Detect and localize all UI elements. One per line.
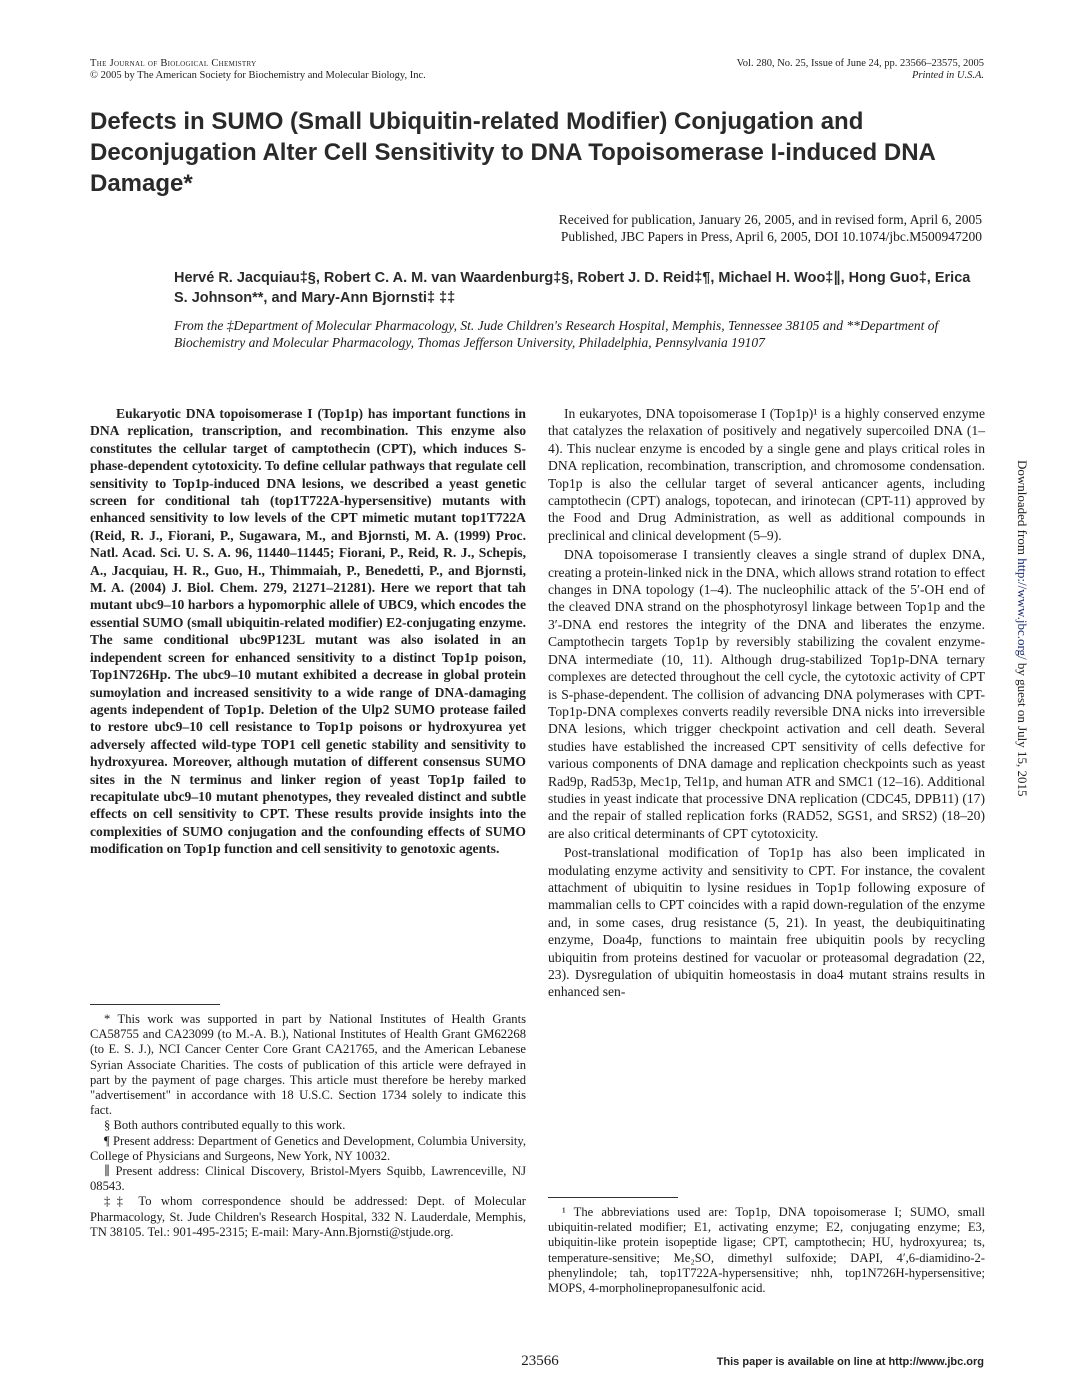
availability-note: This paper is available on line at http://www.jbc.org bbox=[716, 1356, 984, 1368]
footnote-divider bbox=[548, 1197, 678, 1198]
received-dates bbox=[282, 211, 982, 245]
author-list: Hervé R. Jacquiau‡§, Robert C. A. M. van Waardenburg‡§, Robert J. D. Reid‡¶, Michael H. Woo‡∥, Hong Guo‡, Erica S. Johnson**, and Mary-Ann Bjornsti‡ ‡‡ bbox=[174, 270, 971, 306]
paragraph: DNA topoisomerase I transiently cleaves a single strand of duplex DNA, creating a protein-linked nick in the DNA, which allows strand rotation to effect changes in DNA topology (1–4). The nucleophilic attack of the 5′-OH end of the cleaved DNA strand on the phosphotyrosyl linkage between Top1p and the 3′-DNA end restores the integrity of the DNA and liberates the enzyme. Camptothecin targets Top1p by reversibly stabilizing the covalent enzyme-DNA intermediate (10, 11). Although drug-stabilized Top1p-DNA ternary complexes are detected throughout the cell cycle, the cytotoxic activity of CPT is S-phase-dependent. The collision of advancing DNA polymerases with CPT-Top1p-DNA complexes converts readily reversible DNA nicks into irreversible DNA lesions, which trigger checkpoint activation and cell death. Several studies have established the increased CPT sensitivity of cells defective for various components of DNA damage and replication checkpoints such as yeast Rad9p, Rad53p, Mec1p, Tel1p, and human ATR and SMC1 (12–16). Additional studies in yeast indicate that processive DNA replication (CDC45, DPB11) (17) and the repair of stalled replication forks (RAD52, SGS1, and SRS2) (18–20) are also critical determinants of CPT cytotoxicity. bbox=[548, 547, 985, 841]
running-header-left bbox=[90, 58, 426, 82]
abbreviations-footnote: ¹ The abbreviations used are: Top1p, DNA topoisomerase I; SUMO, small ubiquitin-related modifier; E1, activating enzyme; E2, conjugating enzyme; E3, ubiquitin-like protein isopeptide ligase; CPT, camptothecin; HU, hydroxyurea; ts, temperature-sensitive; Me₂SO, dimethyl sulfoxide; DAPI, 4′,6-diamidino-2-phenylindole; tah, top1T722A-hypersensitive; nhh, top1N726H-hypersensitive; MOPS, 4-morpholinepropanesulfonic acid. bbox=[548, 1205, 985, 1296]
body-text-right bbox=[548, 405, 985, 1003]
volume-info: Vol. 280, No. 25, Issue of June 24, pp. 23566–23575, 2005 bbox=[736, 58, 984, 69]
printed-in: Printed in U.S.A. bbox=[911, 70, 984, 81]
correspondence-footnote: ‡‡ To whom correspondence should be addressed: Dept. of Molecular Pharmacology, St. Jude Children's Research Hospital, 332 N. Lauderdale, Memphis, TN 38105. Tel.: 901-495-2315; E-mail: Mary-Ann.Bjornsti@stjude.org. bbox=[90, 1194, 526, 1239]
footnotes-left bbox=[90, 1012, 526, 1240]
received-line: Received for publication, January 26, 2005, and in revised form, April 6, 2005 bbox=[558, 212, 982, 227]
footnote-divider bbox=[90, 1004, 220, 1005]
download-suffix: by guest on July 15, 2015 bbox=[1015, 662, 1030, 797]
download-prefix: Downloaded from bbox=[1015, 460, 1030, 555]
journal-name: The Journal of Biological Chemistry bbox=[90, 58, 257, 69]
article-title: Defects in SUMO (Small Ubiquitin-related Modifier) Conjugation and Deconjugation Alter Cell Sensitivity to DNA Topoisomerase I-induced DNA Damage* bbox=[90, 108, 935, 197]
equal-contribution-footnote: § Both authors contributed equally to this work. bbox=[104, 1118, 346, 1133]
funding-footnote: * This work was supported in part by National Institutes of Health Grants CA58755 and CA23099 (to M.-A. B.), National Institutes of Health Grant GM62268 (to E. S. J.), NCI Cancer Center Core Grant CA21765, and the American Lebanese Syrian Associate Charities. The costs of publication of this article were defrayed in part by the payment of page charges. This article must therefore be hereby marked "advertisement" in accordance with 18 U.S.C. Section 1734 solely to indicate this fact. bbox=[90, 1012, 526, 1118]
page-number: 23566 bbox=[521, 1353, 559, 1369]
published-line: Published, JBC Papers in Press, April 6, 2005, DOI 10.1074/jbc.M500947200 bbox=[560, 229, 982, 244]
paragraph: Post-translational modification of Top1p has also been implicated in modulating enzyme activity and sensitivity to CPT. For instance, the covalent attachment of ubiquitin to lysine residues in Top1p following exposure of mammalian cells to CPT coincides with a rapid down-regulation of the enzyme and, in some cases, drug resistance (5, 21). In yeast, the deubiquitinating enzyme, Doa4p, functions to maintain free ubiquitin pools by recycling ubiquitin from proteins destined for vacuolar or proteasomal degradation (22, 23). Dysregulation of ubiquitin homeostasis in doa4 mutant strains results in enhanced sen- bbox=[548, 845, 985, 1000]
present-address-footnote: ∥ Present address: Clinical Discovery, Bristol-Myers Squibb, Lawrenceville, NJ 08543. bbox=[90, 1164, 526, 1194]
affiliations: From the ‡Department of Molecular Pharmacology, St. Jude Children's Research Hospital, Memphis, Tennessee 38105 and **Department of Biochemistry and Molecular Pharmacology, Thomas Jefferson University, Philadelphia, Pennsylvania 19107 bbox=[174, 318, 939, 350]
download-watermark bbox=[1014, 460, 1030, 1280]
jbc-link[interactable]: http://www.jbc.org/ bbox=[1015, 558, 1030, 660]
running-header-right bbox=[564, 58, 984, 82]
copyright-line: © 2005 by The American Society for Biochemistry and Molecular Biology, Inc. bbox=[90, 70, 426, 81]
present-address-footnote: ¶ Present address: Department of Genetics and Development, Columbia University, College of Physicians and Surgeons, New York, NY 10032. bbox=[90, 1133, 526, 1163]
abstract: Eukaryotic DNA topoisomerase I (Top1p) has important functions in DNA replication, transcription, and recombination. This enzyme also constitutes the cellular target of camptothecin (CPT), which induces S-phase-dependent cytotoxicity. To define cellular pathways that regulate cell sensitivity to Top1p-induced DNA lesions, we described a yeast genetic screen for conditional tah (top1T722A-hypersensitive) mutants with enhanced sensitivity to low levels of the CPT mimetic mutant top1T722A (Reid, R. J., Fiorani, P., Sugawara, M., and Bjornsti, M. A. (1999) Proc. Natl. Acad. Sci. U. S. A. 96, 11440–11445; Fiorani, P., Reid, R. J., Schepis, A., Jacquiau, H. R., Guo, H., Thimmaiah, P., Benedetti, P., and Bjornsti, M. A. (2004) J. Biol. Chem. 279, 21271–21281). Here we report that tah mutant ubc9–10 harbors a hypomorphic allele of UBC9, which encodes the essential SUMO (small ubiquitin-related modifier) E2-conjugating enzyme. The same conditional ubc9P123L mutant was also isolated in an independent screen for enhanced sensitivity to a distinct Top1p poison, Top1N726Hp. The ubc9–10 mutant exhibited a decrease in global protein sumoylation and increased sensitivity to a wide range of DNA-damaging agents independent of Top1p. Deletion of the Ulp2 SUMO protease failed to restore ubc9–10 cell resistance to Top1p poisons or hydroxyurea yet adversely affected wild-type TOP1 cell genetic stability and sensitivity to hydroxyurea. Moreover, although mutation of different consensus SUMO sites in the N terminus and linker region of yeast Top1p failed to recapitulate ubc9–10 mutant phenotypes, they revealed distinct and subtle effects on cell sensitivity to CPT. These results provide insights into the complexities of SUMO conjugation and the confounding effects of SUMO modification on Top1p function and cell sensitivity to genotoxic agents. bbox=[90, 406, 526, 857]
footnotes-right bbox=[548, 1205, 985, 1296]
paragraph: In eukaryotes, DNA topoisomerase I (Top1p)¹ is a highly conserved enzyme that catalyzes the relaxation of positively and negatively supercoiled DNA (1–4). This nuclear enzyme is encoded by a single gene and plays critical roles in DNA replication, recombination, transcription, and chromosome condensation. Top1p is also the cellular target of several anticancer agents, including camptothecin (CPT) analogs, topotecan, and irinotecan (CPT-11) approved by the Food and Drug Administration, as well as additional compounds in preclinical and clinical development (5–9). bbox=[548, 406, 985, 543]
